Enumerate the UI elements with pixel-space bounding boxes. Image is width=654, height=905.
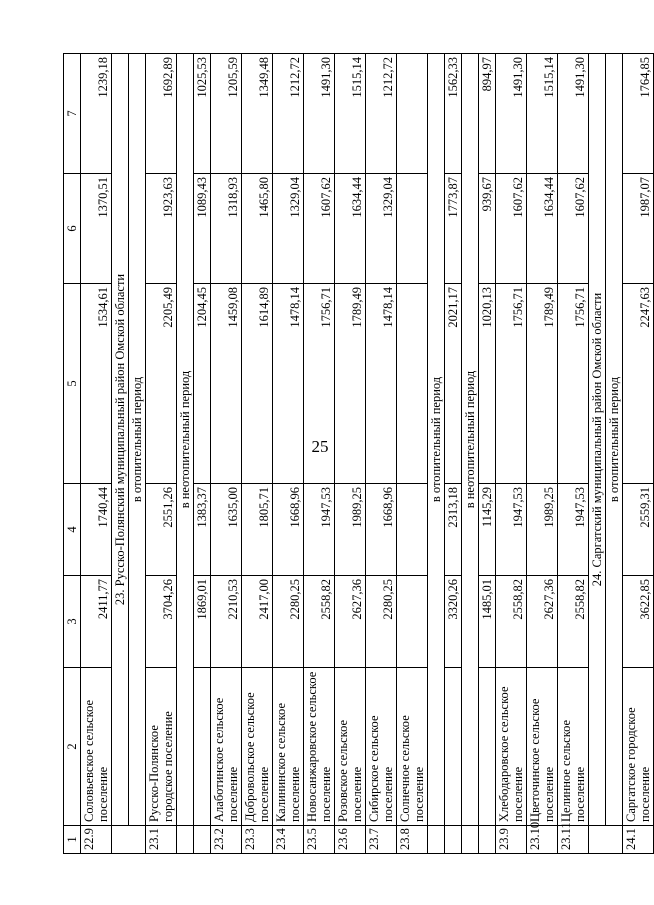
value-cell: 2417,00 [242,576,273,668]
value-cell: 2247,63 [623,284,654,484]
row-number: 22.9 [81,826,112,854]
value-cell: 2551,26 [146,484,177,576]
section-title: 23. Русско-Полянский муниципальный район Омской области [112,54,129,826]
spacer-cell [428,826,445,854]
row-number: 23.3 [242,826,273,854]
value-cell: 1491,30 [558,54,589,174]
value-cell: 2558,82 [304,576,335,668]
value-cell: 1869,01 [194,576,211,668]
value-cell: 3704,26 [146,576,177,668]
table-row [623,54,654,854]
value-cell: 1459,08 [211,284,242,484]
row-number: 23.10 [527,826,558,854]
value-cell [397,284,428,484]
value-cell: 1634,44 [527,174,558,284]
row-number: 23.9 [496,826,527,854]
table-row [146,54,177,854]
value-cell: 1204,45 [194,284,211,484]
header-row [64,54,81,854]
value-cell [397,484,428,576]
row-number: 23.1 [146,826,177,854]
row-number: 23.7 [366,826,397,854]
row-number [194,826,211,854]
spacer-cell [462,826,479,854]
row-number: 23.6 [335,826,366,854]
value-cell: 1756,71 [496,284,527,484]
value-cell: 1740,44 [81,484,112,576]
table-body [64,54,654,854]
row-number: 23.5 [304,826,335,854]
value-cell: 1205,59 [211,54,242,174]
value-cell: 2558,82 [558,576,589,668]
value-cell: 1607,62 [304,174,335,284]
value-cell: 3622,85 [623,576,654,668]
table-row [397,54,428,854]
settlement-name: Русско-Полянское городское поселение [146,668,177,826]
spacer-cell [177,826,194,854]
value-cell: 1947,53 [496,484,527,576]
value-cell: 1383,37 [194,484,211,576]
period-label: в неотопительный период [462,54,479,826]
value-cell: 1370,51 [81,174,112,284]
value-cell: 1212,72 [366,54,397,174]
value-cell: 1607,62 [496,174,527,284]
table-row [81,54,112,854]
period-label: в отопительный период [428,54,445,826]
value-cell: 2313,18 [445,484,462,576]
value-cell: 2021,17 [445,284,462,484]
header-cell: 5 [64,284,81,484]
header-cell: 4 [64,484,81,576]
table-row [445,54,462,854]
page-number: 25 [311,437,329,456]
spacer-cell [589,826,606,854]
rotated-table-container [63,54,652,854]
value-cell: 1607,62 [558,174,589,284]
value-cell: 1692,89 [146,54,177,174]
value-cell: 2559,31 [623,484,654,576]
period-row [177,54,194,854]
value-cell: 1947,53 [304,484,335,576]
value-cell: 1634,44 [335,174,366,284]
value-cell: 939,67 [479,174,496,284]
period-row [428,54,445,854]
value-cell: 3320,26 [445,576,462,668]
header-cell: 3 [64,576,81,668]
table-row [527,54,558,854]
value-cell: 1668,96 [366,484,397,576]
value-cell: 1025,53 [194,54,211,174]
header-cell: 1 [64,826,81,854]
tariff-table [63,53,654,854]
value-cell: 1789,49 [335,284,366,484]
value-cell: 1756,71 [304,284,335,484]
row-number: 23.2 [211,826,242,854]
value-cell: 1805,71 [242,484,273,576]
period-label: в неотопительный период [177,54,194,826]
table-row [558,54,589,854]
value-cell: 2210,53 [211,576,242,668]
value-cell: 1789,49 [527,284,558,484]
value-cell: 1465,80 [242,174,273,284]
value-cell: 1329,04 [366,174,397,284]
value-cell: 1318,93 [211,174,242,284]
value-cell: 1239,18 [81,54,112,174]
section-row [112,54,129,854]
value-cell: 1485,01 [479,576,496,668]
settlement-name [194,668,211,826]
value-cell: 1515,14 [335,54,366,174]
value-cell: 1923,63 [146,174,177,284]
value-cell [397,174,428,284]
settlement-name: Саргатское городское поселение [623,668,654,826]
value-cell: 1212,72 [273,54,304,174]
settlement-name [445,668,462,826]
period-row [462,54,479,854]
value-cell: 1491,30 [496,54,527,174]
row-number: 23.4 [273,826,304,854]
value-cell: 2558,82 [496,576,527,668]
spacer-cell [606,826,623,854]
value-cell: 1773,87 [445,174,462,284]
spacer-cell [129,826,146,854]
section-title: 24. Саргатский муниципальный район Омской области [589,54,606,826]
settlement-name: Алаботинское сельское поселение [211,668,242,826]
row-number [445,826,462,854]
header-cell: 2 [64,668,81,826]
table-row [366,54,397,854]
section-row [589,54,606,854]
value-cell: 1989,25 [335,484,366,576]
table-row [304,54,335,854]
value-cell: 2627,36 [527,576,558,668]
settlement-name: Новосанжаровское сельское поселение [304,668,335,826]
row-number: 23.11 [558,826,589,854]
value-cell: 1089,43 [194,174,211,284]
table-row [273,54,304,854]
period-label: в отопительный период [606,54,623,826]
value-cell: 1478,14 [273,284,304,484]
value-cell: 1947,53 [558,484,589,576]
value-cell: 1534,61 [81,284,112,484]
header-cell: 6 [64,174,81,284]
value-cell: 1020,13 [479,284,496,484]
value-cell: 1562,33 [445,54,462,174]
value-cell: 1764,85 [623,54,654,174]
settlement-name: Целинное сельское поселение [558,668,589,826]
row-number: 24.1 [623,826,654,854]
period-row [606,54,623,854]
value-cell [397,576,428,668]
table-row [242,54,273,854]
settlement-name: Розовское сельское поселение [335,668,366,826]
value-cell: 2627,36 [335,576,366,668]
spacer-cell [112,826,129,854]
value-cell: 1668,96 [273,484,304,576]
settlement-name: Цветочинское сельское поселение [527,668,558,826]
value-cell: 2280,25 [273,576,304,668]
value-cell: 894,97 [479,54,496,174]
value-cell [397,54,428,174]
row-number: 23.8 [397,826,428,854]
settlement-name: Хлебодаровское сельское поселение [496,668,527,826]
value-cell: 1349,48 [242,54,273,174]
value-cell: 1515,14 [527,54,558,174]
settlement-name: Соловьевское сельское поселение [81,668,112,826]
value-cell: 2205,49 [146,284,177,484]
value-cell: 1756,71 [558,284,589,484]
value-cell: 2411,77 [81,576,112,668]
table-row [194,54,211,854]
value-cell: 1329,04 [273,174,304,284]
value-cell: 1145,29 [479,484,496,576]
settlement-name [479,668,496,826]
period-row [129,54,146,854]
table-row [479,54,496,854]
table-row [496,54,527,854]
settlement-name: Калининское сельское поселение [273,668,304,826]
value-cell: 1635,00 [211,484,242,576]
value-cell: 1491,30 [304,54,335,174]
settlement-name: Сибирское сельское поселение [366,668,397,826]
row-number [479,826,496,854]
period-label: в отопительный период [129,54,146,826]
value-cell: 2280,25 [366,576,397,668]
table-row [211,54,242,854]
header-cell: 7 [64,54,81,174]
settlement-name: Добровольское сельское поселение [242,668,273,826]
settlement-name: Солнечное сельское поселение [397,668,428,826]
value-cell: 1478,14 [366,284,397,484]
value-cell: 1989,25 [527,484,558,576]
value-cell: 1614,89 [242,284,273,484]
table-row [335,54,366,854]
value-cell: 1987,07 [623,174,654,284]
